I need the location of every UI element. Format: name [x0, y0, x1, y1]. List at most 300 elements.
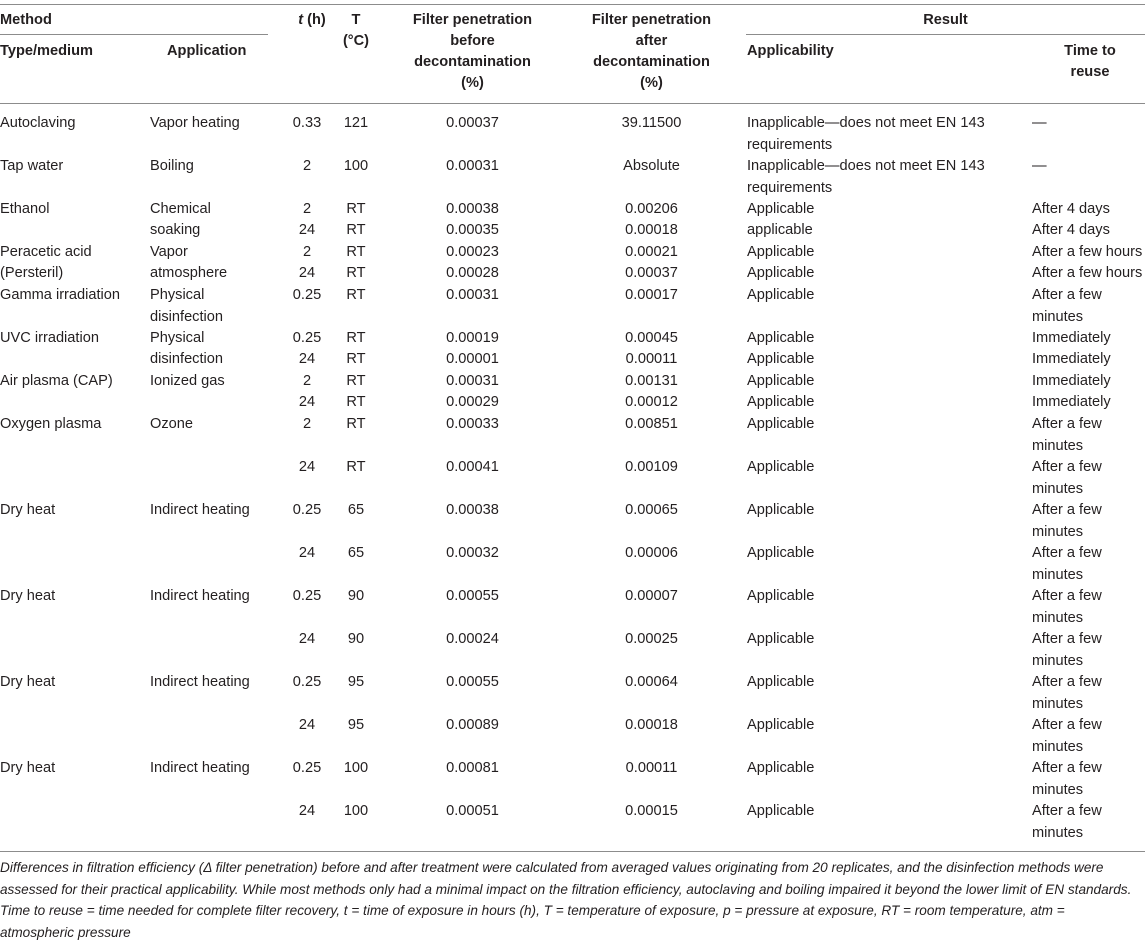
cell-time	[286, 414, 328, 436]
cell-fp-before	[395, 543, 550, 565]
cell-type-medium	[0, 672, 160, 694]
cell-applicability-line: Applicable	[747, 287, 815, 303]
cell-fp-before-line: 0.00001	[446, 351, 499, 367]
cell-applicability	[747, 672, 1027, 694]
cell-temperature-line: 121	[343, 115, 369, 131]
header-fp-after-line: decontamination	[593, 54, 710, 70]
cell-type-medium-line: Air plasma (CAP)	[0, 373, 113, 389]
cell-fp-before	[395, 715, 550, 737]
cell-application	[150, 349, 270, 371]
cell-fp-after-line: 0.00018	[625, 717, 678, 733]
cell-applicability-line: Applicable	[747, 351, 815, 367]
cell-fp-before-line: 0.00033	[446, 416, 499, 432]
cell-time-line: 24	[298, 545, 316, 561]
cell-fp-before	[395, 629, 550, 651]
cell-time	[286, 672, 328, 694]
cell-temperature-line: 100	[343, 803, 369, 819]
cell-type-medium	[0, 242, 160, 264]
cell-time-to-reuse-line: minutes	[1032, 652, 1084, 669]
cell-time-to-reuse-line: After a few	[1032, 631, 1102, 647]
cell-temperature	[334, 500, 378, 522]
cell-fp-after-line: 0.00006	[625, 545, 678, 561]
cell-time	[286, 199, 328, 221]
header-application: Application	[167, 43, 247, 59]
cell-applicability	[747, 500, 1027, 522]
cell-time-line: 2	[302, 201, 312, 217]
cell-application	[150, 371, 270, 393]
header-temperature	[334, 10, 378, 52]
cell-fp-before	[395, 263, 550, 285]
cell-fp-before	[395, 220, 550, 242]
cell-temperature-line: RT	[346, 265, 366, 281]
cell-time	[286, 113, 328, 135]
cell-application-line: Ozone	[150, 416, 193, 432]
cell-fp-before-line: 0.00032	[446, 545, 499, 561]
cell-time-to-reuse-line: Immediately	[1032, 373, 1111, 389]
cell-fp-before-line: 0.00029	[446, 394, 499, 410]
cell-time-line: 0.25	[292, 330, 322, 346]
cell-applicability-line: Applicable	[747, 502, 815, 518]
cell-type-medium-line: Dry heat	[0, 502, 56, 518]
cell-fp-before	[395, 457, 550, 479]
cell-type-medium-line: Dry heat	[0, 674, 56, 690]
cell-applicability	[747, 371, 1027, 393]
cell-applicability	[747, 586, 1027, 608]
cell-fp-after	[574, 758, 729, 780]
header-type-medium: Type/medium	[0, 43, 93, 59]
cell-fp-before-line: 0.00037	[446, 115, 499, 131]
header-fp-after	[574, 10, 729, 94]
cell-temperature-line: RT	[346, 416, 366, 432]
cell-applicability	[747, 349, 1027, 371]
cell-time-to-reuse-line: minutes	[1032, 566, 1084, 583]
cell-time-line: 24	[298, 803, 316, 819]
cell-fp-after	[574, 220, 729, 242]
cell-time-to-reuse-line: minutes	[1032, 738, 1084, 755]
cell-application-line: Indirect heating	[150, 588, 250, 604]
cell-temperature-line: RT	[346, 244, 366, 260]
cell-temperature	[334, 392, 378, 414]
cell-time-to-reuse	[1032, 242, 1145, 264]
cell-applicability-line: Inapplicable—does not meet EN 143	[747, 158, 985, 174]
cell-temperature	[334, 242, 378, 264]
cell-temperature-line: RT	[346, 373, 366, 389]
cell-time-to-reuse	[1032, 156, 1145, 178]
cell-fp-after	[574, 349, 729, 371]
cell-type-medium	[0, 156, 160, 178]
cell-temperature	[334, 263, 378, 285]
cell-type-medium-line: Ethanol	[0, 201, 50, 217]
cell-applicability-line: Inapplicable—does not meet EN 143	[747, 115, 985, 131]
cell-type-medium	[0, 328, 160, 350]
cell-temperature-line: 65	[347, 502, 365, 518]
header-fp-before-line: before	[450, 33, 495, 49]
cell-applicability	[747, 457, 1027, 479]
cell-fp-after	[574, 113, 729, 135]
cell-temperature	[334, 715, 378, 737]
cell-time	[286, 500, 328, 522]
cell-time-to-reuse-line: After a few	[1032, 459, 1102, 475]
cell-applicability	[747, 285, 1027, 307]
cell-fp-after	[574, 285, 729, 307]
cell-time-line: 24	[298, 631, 316, 647]
cell-type-medium-line: Dry heat	[0, 588, 56, 604]
cell-fp-before	[395, 801, 550, 823]
cell-application	[150, 758, 270, 780]
cell-applicability	[747, 414, 1027, 436]
cell-temperature	[334, 457, 378, 479]
cell-time	[286, 758, 328, 780]
cell-application	[150, 242, 270, 264]
cell-fp-after-line: 0.00017	[625, 287, 678, 303]
header-method: Method	[0, 12, 52, 28]
cell-applicability	[747, 220, 1027, 242]
cell-fp-before	[395, 586, 550, 608]
cell-time-to-reuse-line: After 4 days	[1032, 222, 1110, 238]
cell-applicability-line: Applicable	[747, 803, 815, 819]
cell-fp-after-line: 0.00025	[625, 631, 678, 647]
cell-time-line: 24	[298, 351, 316, 367]
cell-fp-after	[574, 672, 729, 694]
cell-applicability	[747, 543, 1027, 565]
cell-type-medium-line: UVC irradiation	[0, 330, 99, 346]
cell-temperature-line: 100	[343, 760, 369, 776]
cell-applicability-line: requirements	[747, 136, 833, 153]
header-fp-before	[395, 10, 550, 94]
cell-time-to-reuse-line: After a few hours	[1032, 244, 1143, 260]
cell-time-to-reuse-line: After a few	[1032, 416, 1102, 432]
cell-fp-after	[574, 801, 729, 823]
cell-fp-after-line: 0.00045	[625, 330, 678, 346]
cell-applicability-line: Applicable	[747, 459, 815, 475]
cell-fp-before	[395, 349, 550, 371]
cell-type-medium	[0, 500, 160, 522]
cell-applicability-line: Applicable	[747, 394, 815, 410]
cell-application	[150, 263, 270, 285]
cell-time-to-reuse-line: minutes	[1032, 523, 1084, 540]
cell-fp-after-line: 0.00065	[625, 502, 678, 518]
cell-fp-before-line: 0.00031	[446, 158, 499, 174]
cell-temperature-line: 95	[347, 717, 365, 733]
cell-temperature	[334, 629, 378, 651]
cell-time	[286, 156, 328, 178]
cell-applicability	[747, 758, 1027, 780]
cell-time-line: 0.25	[292, 588, 322, 604]
cell-applicability	[747, 263, 1027, 285]
cell-application	[150, 156, 270, 178]
cell-application	[150, 113, 270, 135]
cell-fp-before-line: 0.00038	[446, 201, 499, 217]
cell-fp-before-line: 0.00051	[446, 803, 499, 819]
header-fp-before-line: Filter penetration	[412, 12, 533, 28]
cell-temperature	[334, 285, 378, 307]
cell-fp-before	[395, 328, 550, 350]
cell-type-medium-line: Gamma irradiation	[0, 287, 121, 303]
cell-time-to-reuse	[1032, 629, 1145, 672]
cell-time-to-reuse	[1032, 371, 1145, 393]
cell-fp-before-line: 0.00031	[446, 287, 499, 303]
cell-fp-after-line: 0.00206	[625, 201, 678, 217]
cell-temperature	[334, 543, 378, 565]
cell-temperature-line: RT	[346, 394, 366, 410]
cell-fp-after-line: 0.00109	[625, 459, 678, 475]
cell-type-medium	[0, 263, 160, 285]
cell-application-line: Boiling	[150, 158, 194, 174]
header-time	[286, 10, 338, 31]
cell-time-line: 2	[302, 373, 312, 389]
header-temperature-symbol: T	[351, 12, 361, 28]
cell-time-to-reuse-line: After a few hours	[1032, 265, 1143, 281]
cell-fp-after	[574, 156, 729, 178]
cell-temperature	[334, 199, 378, 221]
cell-applicability-line: Applicable	[747, 201, 815, 217]
cell-fp-before-line: 0.00031	[446, 373, 499, 389]
cell-fp-after	[574, 500, 729, 522]
cell-application	[150, 220, 270, 242]
cell-fp-before	[395, 758, 550, 780]
header-fp-after-line: Filter penetration	[591, 12, 712, 28]
cell-time-to-reuse-line: minutes	[1032, 781, 1084, 798]
cell-type-medium	[0, 199, 160, 221]
cell-time-to-reuse	[1032, 715, 1145, 758]
cell-fp-before	[395, 371, 550, 393]
cell-applicability	[747, 156, 1027, 199]
cell-time-to-reuse-line: After a few	[1032, 502, 1102, 518]
cell-application	[150, 285, 270, 328]
cell-fp-before-line: 0.00081	[446, 760, 499, 776]
cell-application-line: Indirect heating	[150, 760, 250, 776]
cell-time-line: 0.25	[292, 502, 322, 518]
cell-application	[150, 414, 270, 436]
cell-fp-before	[395, 199, 550, 221]
cell-fp-after	[574, 457, 729, 479]
cell-application-line: disinfection	[150, 351, 224, 367]
header-time-to-reuse	[1040, 41, 1140, 83]
cell-applicability-line: Applicable	[747, 631, 815, 647]
cell-type-medium	[0, 285, 160, 307]
cell-fp-after-line: 0.00011	[625, 760, 678, 776]
cell-temperature	[334, 371, 378, 393]
cell-application-line: Ionized gas	[150, 373, 225, 389]
cell-time-to-reuse	[1032, 543, 1145, 586]
cell-time-to-reuse-line: minutes	[1032, 695, 1084, 712]
cell-temperature	[334, 586, 378, 608]
cell-temperature	[334, 156, 378, 178]
cell-time-line: 24	[298, 717, 316, 733]
header-bottom-rule	[0, 103, 1145, 104]
cell-time-to-reuse-line: minutes	[1032, 480, 1084, 497]
cell-type-medium-line: Dry heat	[0, 760, 56, 776]
cell-fp-after	[574, 392, 729, 414]
cell-application-line: soaking	[150, 222, 201, 238]
header-fp-after-line: (%)	[640, 75, 663, 91]
cell-time-to-reuse-line: After a few	[1032, 287, 1102, 303]
header-fp-after-line: after	[635, 33, 668, 49]
cell-time-line: 0.33	[292, 115, 322, 131]
cell-time-to-reuse	[1032, 672, 1145, 715]
cell-time	[286, 328, 328, 350]
cell-time-line: 2	[302, 416, 312, 432]
cell-time-to-reuse-line: After a few	[1032, 588, 1102, 604]
cell-time-to-reuse-line: Immediately	[1032, 330, 1111, 346]
cell-fp-before	[395, 414, 550, 436]
cell-fp-after-line: 0.00012	[625, 394, 678, 410]
top-rule	[0, 4, 1145, 5]
cell-time-to-reuse	[1032, 328, 1145, 350]
cell-time-to-reuse	[1032, 220, 1145, 242]
cell-time	[286, 349, 328, 371]
cell-time-to-reuse	[1032, 414, 1145, 457]
cell-type-medium	[0, 113, 160, 135]
cell-fp-before	[395, 242, 550, 264]
cell-fp-after	[574, 371, 729, 393]
cell-application	[150, 586, 270, 608]
cell-time	[286, 629, 328, 651]
cell-time	[286, 220, 328, 242]
cell-fp-before-line: 0.00023	[446, 244, 499, 260]
cell-time-to-reuse-line: After a few	[1032, 674, 1102, 690]
cell-time	[286, 586, 328, 608]
cell-time-to-reuse-line: minutes	[1032, 824, 1084, 841]
cell-time-to-reuse-line: After 4 days	[1032, 201, 1110, 217]
cell-temperature	[334, 758, 378, 780]
cell-time	[286, 392, 328, 414]
cell-time	[286, 242, 328, 264]
cell-fp-after-line: 0.00021	[625, 244, 678, 260]
cell-temperature-line: 100	[343, 158, 369, 174]
cell-fp-after	[574, 328, 729, 350]
cell-fp-after	[574, 586, 729, 608]
cell-type-medium-line: Oxygen plasma	[0, 416, 102, 432]
cell-applicability	[747, 392, 1027, 414]
cell-temperature-line: RT	[346, 351, 366, 367]
cell-time-line: 2	[302, 158, 312, 174]
cell-temperature	[334, 220, 378, 242]
cell-temperature-line: 65	[347, 545, 365, 561]
cell-applicability	[747, 801, 1027, 823]
cell-time-to-reuse-line: minutes	[1032, 308, 1084, 325]
cell-time	[286, 543, 328, 565]
cell-time-to-reuse-line: After a few	[1032, 803, 1102, 819]
header-time-to-reuse-line: Time to	[1064, 43, 1116, 59]
cell-fp-after-line: Absolute	[623, 158, 680, 174]
cell-application-line: Vapor	[150, 244, 188, 260]
result-underline	[746, 34, 1145, 35]
cell-fp-after	[574, 414, 729, 436]
cell-time-to-reuse-line: Immediately	[1032, 351, 1111, 367]
cell-time-to-reuse	[1032, 349, 1145, 371]
cell-applicability-line: Applicable	[747, 588, 815, 604]
cell-fp-before-line: 0.00038	[446, 502, 499, 518]
cell-time-line: 2	[302, 244, 312, 260]
cell-time	[286, 285, 328, 307]
cell-time-to-reuse-line: After a few	[1032, 717, 1102, 733]
header-time-to-reuse-line: reuse	[1070, 64, 1110, 80]
cell-applicability-line: Applicable	[747, 760, 815, 776]
cell-fp-before	[395, 285, 550, 307]
cell-time-to-reuse-line: —	[1032, 158, 1047, 174]
cell-type-medium-line: Autoclaving	[0, 115, 76, 131]
cell-temperature-line: RT	[346, 459, 366, 475]
cell-application-line: Chemical	[150, 201, 211, 217]
cell-fp-before-line: 0.00028	[446, 265, 499, 281]
table-bottom-rule	[0, 851, 1145, 852]
cell-time-to-reuse-line: Immediately	[1032, 394, 1111, 410]
cell-fp-before	[395, 672, 550, 694]
cell-fp-before-line: 0.00055	[446, 674, 499, 690]
cell-time	[286, 715, 328, 737]
cell-type-medium	[0, 758, 160, 780]
cell-time	[286, 371, 328, 393]
cell-application-line: disinfection	[150, 308, 224, 325]
cell-temperature-line: RT	[346, 222, 366, 238]
cell-temperature	[334, 349, 378, 371]
cell-applicability-line: Applicable	[747, 330, 815, 346]
cell-time-line: 24	[298, 265, 316, 281]
cell-time	[286, 801, 328, 823]
method-underline	[0, 34, 268, 35]
cell-application-line: Physical	[150, 287, 205, 303]
cell-fp-after	[574, 629, 729, 651]
cell-type-medium-line: Tap water	[0, 158, 64, 174]
cell-fp-before-line: 0.00089	[446, 717, 499, 733]
cell-time-to-reuse	[1032, 758, 1145, 801]
cell-type-medium-line: (Persteril)	[0, 265, 64, 281]
cell-type-medium	[0, 414, 160, 436]
cell-time-line: 0.25	[292, 287, 322, 303]
cell-application	[150, 328, 270, 350]
cell-applicability-line: requirements	[747, 179, 833, 196]
cell-time-line: 0.25	[292, 674, 322, 690]
cell-applicability-line: Applicable	[747, 545, 815, 561]
cell-time-line: 0.25	[292, 760, 322, 776]
cell-time-to-reuse	[1032, 263, 1145, 285]
cell-fp-before-line: 0.00041	[446, 459, 499, 475]
cell-applicability	[747, 328, 1027, 350]
cell-time-to-reuse	[1032, 500, 1145, 543]
cell-fp-after-line: 0.00018	[625, 222, 678, 238]
header-time-unit: (h)	[303, 12, 326, 28]
cell-time-to-reuse-line: After a few	[1032, 545, 1102, 561]
cell-fp-after	[574, 543, 729, 565]
cell-applicability-line: Applicable	[747, 674, 815, 690]
cell-fp-before-line: 0.00055	[446, 588, 499, 604]
cell-application	[150, 500, 270, 522]
cell-type-medium	[0, 371, 160, 393]
cell-time-to-reuse	[1032, 457, 1145, 500]
cell-type-medium-line: Peracetic acid	[0, 244, 92, 260]
cell-time-line: 24	[298, 394, 316, 410]
cell-temperature	[334, 672, 378, 694]
cell-fp-after-line: 0.00064	[625, 674, 678, 690]
cell-type-medium	[0, 586, 160, 608]
cell-applicability-line: Applicable	[747, 265, 815, 281]
header-result: Result	[923, 12, 968, 28]
cell-temperature	[334, 113, 378, 135]
cell-time	[286, 263, 328, 285]
header-fp-before-line: (%)	[461, 75, 484, 91]
header-fp-before-line: decontamination	[414, 54, 531, 70]
cell-time-to-reuse-line: minutes	[1032, 437, 1084, 454]
cell-applicability	[747, 715, 1027, 737]
cell-fp-before-line: 0.00024	[446, 631, 499, 647]
cell-fp-before-line: 0.00035	[446, 222, 499, 238]
cell-time-line: 24	[298, 222, 316, 238]
cell-fp-after-line: 0.00011	[625, 351, 678, 367]
cell-fp-before-line: 0.00019	[446, 330, 499, 346]
cell-temperature	[334, 414, 378, 436]
header-temperature-unit: (°C)	[342, 33, 370, 49]
